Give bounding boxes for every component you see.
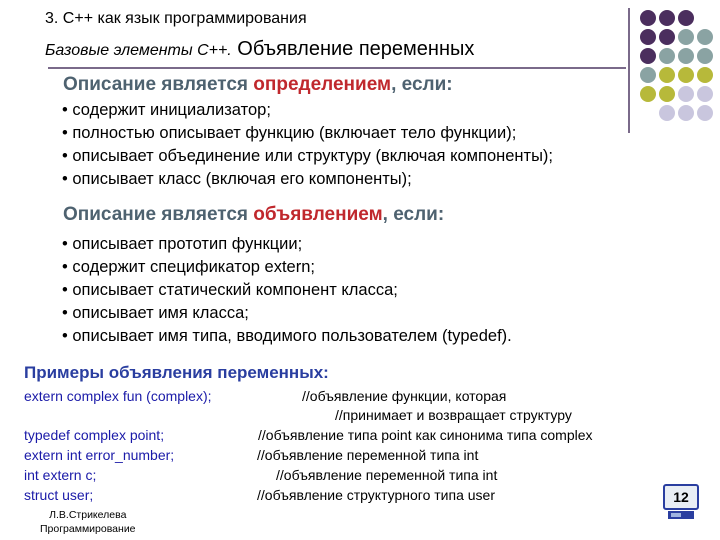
declaration-heading-suffix: , если: [382,204,445,225]
footer-author: Л.В.Стрикелева [49,509,127,521]
code-comment: //принимает и возвращает структуру [335,407,572,423]
decor-dot [678,67,694,83]
declaration-heading [63,204,444,226]
definition-heading-suffix: , если: [391,74,453,95]
decor-dot [659,10,675,26]
decor-dot [697,105,713,121]
examples-heading: Примеры объявления переменных: [24,363,329,382]
slide-header-chapter: 3. С++ как язык программирования [45,10,307,27]
code-line: int extern c; [24,467,97,483]
code-comment: //объявление функции, которая [302,388,507,404]
code-comment: //объявление переменной типа int [276,467,498,483]
slide-header-topic [45,38,474,61]
list-item: • описывает статический компонент класса; [62,281,398,299]
list-item: • описывает класс (включая его компоненты); [62,170,412,188]
slide-footer [40,508,136,536]
list-item: • описывает имя типа, вводимого пользователем (typedef). [62,327,512,345]
definition-heading [63,74,453,96]
topic-italic: Базовые элементы С++. [45,42,232,59]
decor-dot [659,29,675,45]
decor-dot [640,48,656,64]
decor-dot [659,86,675,102]
topic-title: Объявление переменных [231,38,475,60]
code-line: struct user; [24,487,94,503]
decor-horizontal-line [48,67,626,69]
decor-dot [659,48,675,64]
decor-dot [678,29,694,45]
code-comment: //объявление переменной типа int [257,447,479,463]
page-number-badge [662,483,700,523]
decor-dot [678,105,694,121]
declaration-list [62,233,512,348]
list-item: • содержит спецификатор extern; [62,258,315,276]
definition-list [62,99,553,191]
list-item: • описывает имя класса; [62,304,249,322]
definition-heading-keyword: определением [253,74,392,95]
declaration-heading-prefix: Описание является [63,204,254,225]
list-item: • содержит инициализатор; [62,101,271,119]
list-item: • описывает объединение или структуру (включая компоненты); [62,147,554,165]
page-number: 12 [673,489,689,505]
decor-dot [659,105,675,121]
declaration-heading-keyword: объявлением [253,204,383,225]
code-comment: //объявление структурного типа user [257,487,495,503]
decor-dot [640,86,656,102]
decor-vertical-line [628,8,630,133]
decor-dot [697,48,713,64]
decor-dot [697,67,713,83]
decor-dot [659,67,675,83]
code-line: extern int error_number; [24,447,175,463]
decor-dot [640,67,656,83]
decor-dot [678,48,694,64]
footer-subject: Программирование [40,523,136,535]
code-line: typedef complex point; [24,427,165,443]
decor-dot [678,86,694,102]
decor-dot [697,29,713,45]
decor-dot [678,10,694,26]
code-comment: //объявление типа point как синонима типа complex [258,427,593,443]
list-item: • полностью описывает функцию (включает тело функции); [62,124,517,142]
definition-heading-prefix: Описание является [63,74,254,95]
code-line: extern complex fun (complex); [24,388,212,404]
decor-dot [640,10,656,26]
list-item: • описывает прототип функции; [62,235,303,253]
decor-dot-grid [640,10,718,120]
decor-dot [697,86,713,102]
decor-dot [640,29,656,45]
